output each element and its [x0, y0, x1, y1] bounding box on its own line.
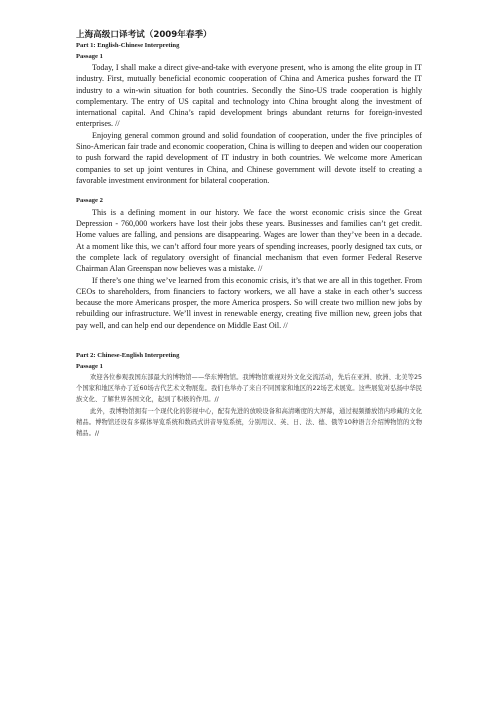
part1-passage2-paragraph-1: This is a defining moment in our history. We face the worst economic crisis since the Great Depression - 760,000 workers have lost their jobs these years. Businesses and families can’t get credit. Home values are falling, and pensions are disappearing. Wages are lower than they’ve been in a decade. At a moment like this, we can’t afford four more years of spending increases, poorly designed tax cuts, or the complete lack of regulatory oversight of financial mechanism that even former Federal Reserve Chairman Alan Greenspan now believes was a mistake. //: [76, 207, 422, 274]
part1-passage2-paragraph-2: If there’s one thing we’ve learned from this economic crisis, it’s that we are all in this together. From CEOs to shareholders, from financiers to factory workers, we all have a stake in each other’s success because the more Americans prosper, the more America prospers. So will create two million new jobs by rebuilding our infrastructure. We’ll invest in renewable energy, creating five million new, green jobs that pay well, and can help end our dependence on Middle East Oil. //: [76, 275, 422, 330]
part1-passage1-paragraph-2: Enjoying general common ground and solid foundation of cooperation, under the five principles of Sino-American fair trade and economic cooperation, China is willing to deepen and widen our cooperation to push forward the rapid development of IT industry in both countries. We welcome more American companies to set up joint ventures in China, and Chinese government will devote itself to creating a favorable investment environment for bilateral cooperation.: [76, 130, 422, 185]
part2-heading: Part 2: Chinese-English Interpreting: [76, 352, 180, 360]
part2-passage1-paragraph-1: 欢迎各位参观我国东部最大的博物馆——华东博物馆。我博物馆重视对外文化交流活动，先后在亚洲、欧洲、北美等25个国家和地区举办了近60场古代艺术文物展览。我们也举办了来自不同国家和地区的22场艺术展览。这些展览对弘扬中华民族文化、了解世界各国文化，起到了积极的作用。//: [76, 374, 422, 404]
part1-passage1-paragraph-1: Today, I shall make a direct give-and-take with everyone present, who is among the elite group in IT industry. First, mutually beneficial economic cooperation of China and America pushes forward the IT industry to a win-win situation for both countries. Secondly the Sino-US trade cooperation is highly complementary. The entry of US capital and technology into China brought along the investment of international capital. And China’s rapid development brings abundant returns for foreign-invested enterprises. //: [76, 63, 422, 129]
part1-heading: Part 1: English-Chinese Interpreting: [76, 42, 180, 49]
part1-passage1-heading: Passage 1: [76, 52, 103, 60]
spacer: [76, 186, 422, 196]
part1-passage2-heading: Passage 2: [76, 197, 103, 205]
document-page: [76, 30, 422, 439]
part2-passage1-heading: Passage 1: [76, 362, 103, 370]
document-title: 上海高级口译考试（2009年春季）: [76, 30, 212, 40]
spacer: [76, 331, 422, 351]
part2-passage1-paragraph-2: 此外，我博物馆拥有一个现代化的影视中心，配有先进的放映设备和高清晰度的大屏幕，通过视频播放馆内珍藏的文化精品。博物馆还设有多媒体导览系统和数码式讲音导览系统，分别用汉、英、日、法、德、俄等10种语言介绍博物馆的文物精品。//: [76, 407, 422, 438]
